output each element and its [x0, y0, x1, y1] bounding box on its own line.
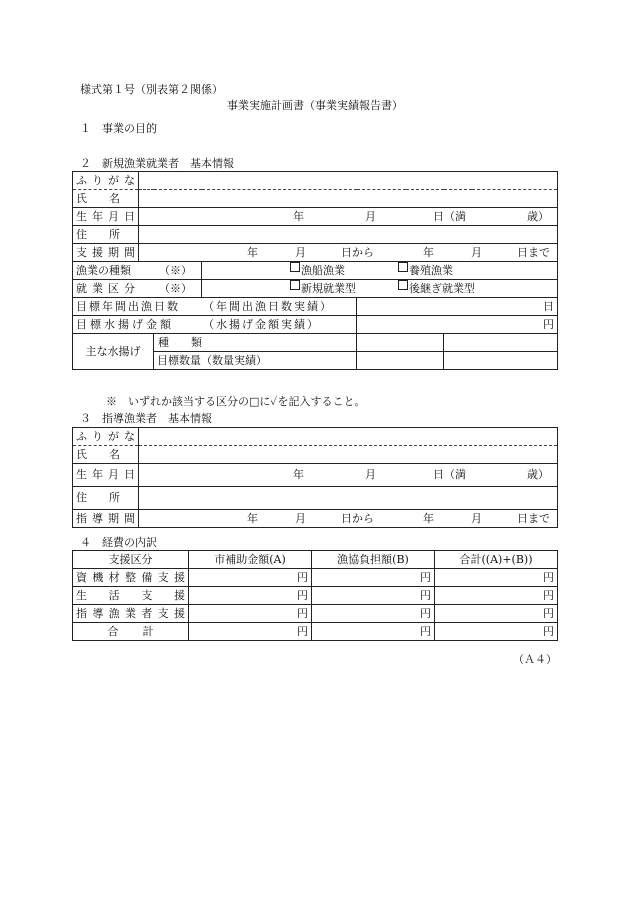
day-from-unit: 日から: [341, 246, 374, 259]
birthdate-label: 生年月日: [73, 208, 139, 226]
cost-cell[interactable]: 円: [435, 569, 558, 587]
cost-cell[interactable]: 円: [312, 569, 435, 587]
catch-qty-1[interactable]: [357, 352, 444, 370]
section-2-heading: ２ 新規漁業就業者 基本情報: [80, 157, 234, 170]
new-fisher-table: [72, 171, 558, 370]
cost-header: 合計((A)+(B)): [435, 551, 558, 569]
month-unit: 月: [471, 246, 482, 259]
fishing-type-options: 漁船漁業 養殖漁業: [202, 262, 558, 280]
cost-cell[interactable]: 円: [189, 605, 312, 623]
table-row: [73, 569, 558, 587]
cost-cell[interactable]: 円: [312, 623, 435, 641]
work-class-options: 新規就業型 後継ぎ就業型: [202, 280, 558, 298]
catch-qty-2[interactable]: [444, 352, 558, 370]
cost-cell[interactable]: 円: [189, 569, 312, 587]
form-label: 様式第１号（別表第２関係）: [80, 83, 223, 96]
mentor-table: [72, 427, 558, 528]
month-unit: 月: [295, 246, 306, 259]
cost-cell[interactable]: 円: [435, 623, 558, 641]
birthdate-label: 生年月日: [73, 464, 139, 487]
main-catch-label: 主な水揚げ: [73, 334, 154, 370]
cost-table: [72, 550, 558, 641]
cost-cell[interactable]: 円: [435, 605, 558, 623]
guidance-period-field[interactable]: 年 月 日から 年 月 日まで: [139, 510, 558, 528]
fishing-days-label: 目標年間出漁日数 （年間出漁日数実績）: [73, 298, 357, 316]
catch-qty-label: 目標数量（数量実績）: [154, 352, 357, 370]
age-close: 歳）: [527, 210, 549, 223]
successor-type-checkbox[interactable]: [398, 280, 408, 290]
year-unit: 年: [423, 246, 434, 259]
catch-kind-2[interactable]: [444, 334, 558, 352]
cost-header: 市補助金額(A): [189, 551, 312, 569]
table-row: [73, 623, 558, 641]
guidance-period-label: 指導期間: [73, 510, 139, 528]
section-1-heading: １ 事業の目的: [80, 122, 157, 135]
name-label: 氏 名: [73, 190, 139, 208]
address-label: 住 所: [73, 226, 139, 244]
cost-cell[interactable]: 円: [189, 623, 312, 641]
fishing-boat-checkbox[interactable]: [290, 262, 300, 272]
address-field[interactable]: [139, 226, 558, 244]
age-open: 日（満: [433, 210, 466, 223]
birthdate-field[interactable]: 年 月 日（満 歳）: [139, 464, 558, 487]
aquaculture-checkbox[interactable]: [398, 262, 408, 272]
cost-cell[interactable]: 円: [312, 587, 435, 605]
cost-row-label: 指導漁業者支援: [73, 605, 189, 623]
paper-size-label: （Ａ４）: [513, 653, 557, 666]
cost-row-label: 合計: [73, 623, 189, 641]
furigana-label: ふりがな: [73, 428, 139, 446]
section-3-heading: ３ 指導漁業者 基本情報: [80, 412, 212, 425]
cost-row-label: 生活支援: [73, 587, 189, 605]
name-field[interactable]: [139, 190, 558, 208]
address-label: 住 所: [73, 487, 139, 510]
cost-cell[interactable]: 円: [312, 605, 435, 623]
document-title: 事業実施計画書（事業実績報告書）: [227, 99, 403, 112]
cost-cell[interactable]: 円: [435, 587, 558, 605]
catch-kind-1[interactable]: [357, 334, 444, 352]
cost-row-label: 資機材整備支援: [73, 569, 189, 587]
name-label: 氏 名: [73, 446, 139, 464]
fishing-days-field[interactable]: 日: [357, 298, 558, 316]
day-to-unit: 日まで: [517, 246, 550, 259]
month-unit: 月: [365, 210, 376, 223]
catch-amount-field[interactable]: 円: [357, 316, 558, 334]
year-unit: 年: [247, 246, 258, 259]
furigana-field[interactable]: [139, 172, 558, 190]
support-period-field[interactable]: [139, 244, 558, 262]
cost-header: 支援区分: [73, 551, 189, 569]
furigana-field[interactable]: [139, 428, 558, 446]
name-field[interactable]: [139, 446, 558, 464]
support-period-label: 支援期間: [73, 244, 139, 262]
fishing-type-label: 漁業の種類 （※）: [73, 262, 202, 280]
table-row: [73, 587, 558, 605]
cost-cell[interactable]: 円: [189, 587, 312, 605]
work-class-label: 就業区分 （※）: [73, 280, 202, 298]
table-row: [73, 605, 558, 623]
birthdate-field[interactable]: [139, 208, 558, 226]
catch-kind-label: 種 類: [154, 334, 357, 352]
new-type-checkbox[interactable]: [290, 280, 300, 290]
section-4-heading: ４ 経費の内訳: [80, 536, 157, 549]
furigana-label: ふりがな: [73, 172, 139, 190]
address-field[interactable]: [139, 487, 558, 510]
checkbox-note: ※ いずれか該当する区分の□に✓を記入すること。: [106, 395, 366, 408]
cost-header: 漁協負担額(B): [312, 551, 435, 569]
year-unit: 年: [293, 210, 304, 223]
catch-amount-label: 目標水揚げ金額 （水揚げ金額実績）: [73, 316, 357, 334]
